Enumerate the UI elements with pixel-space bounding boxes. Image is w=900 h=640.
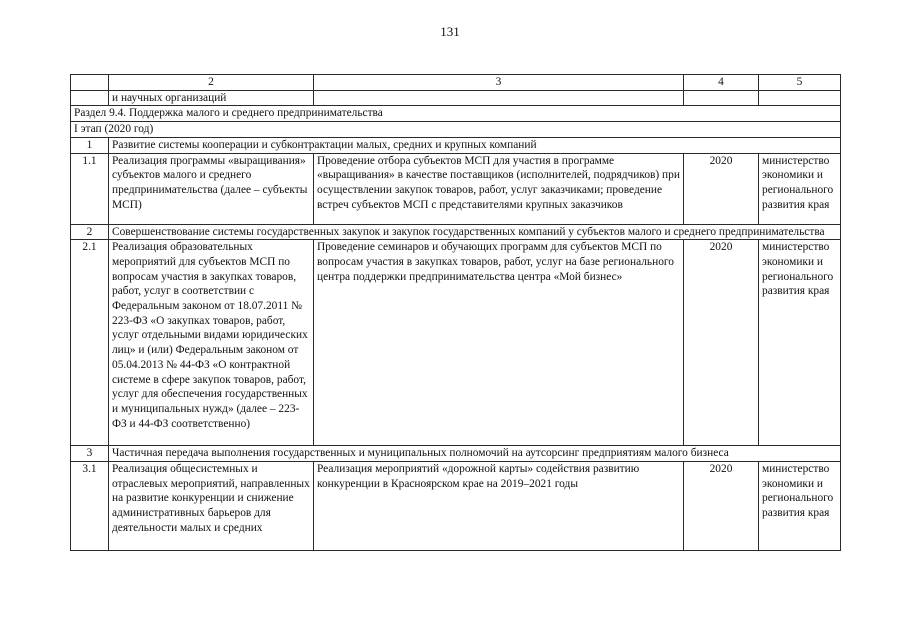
item-number: 1.1	[71, 153, 109, 224]
stage-row	[71, 122, 841, 138]
header-cell-1	[71, 75, 109, 91]
item-responsible: министерство экономики и регионального развития края	[759, 461, 841, 550]
table-row	[71, 461, 841, 550]
table-header-row	[71, 75, 841, 91]
item-name: Реализация образовательных мероприятий для субъектов МСП по вопросам участия в закупках товаров, работ, услуг в соответствии с Федеральным законом от 18.07.2011 № 223-ФЗ «О закупках товаров, работ, услуг отдельными видами юридических лиц» и (или) Федеральным законом от 05.04.2013 № 44-ФЗ «О контрактной системе в сфере закупок товаров, работ, услуг для обеспечения государственных и муниципальных нужд» (далее – 223-ФЗ и 44-ФЗ соответственно)	[109, 240, 314, 446]
header-cell-2: 2	[109, 75, 314, 91]
table-row	[71, 240, 841, 446]
group-title: Развитие системы кооперации и субконтрактации малых, средних и крупных компаний	[109, 137, 841, 153]
group-row	[71, 137, 841, 153]
group-number: 2	[71, 224, 109, 240]
item-description: Проведение семинаров и обучающих программ для субъектов МСП по вопросам участия в закупках товаров, работ, услуг на базе регионального центра поддержки предпринимательства центра «Мой бизнес»	[314, 240, 684, 446]
item-description: Проведение отбора субъектов МСП для участия в программе «выращивания» в качестве поставщиков (исполнителей, подрядчиков) при осуществлении закупок товаров, работ, услуг заказчиками; проведение встреч субъектов МСП с представителями крупных заказчиков	[314, 153, 684, 224]
group-row	[71, 446, 841, 462]
section-row	[71, 106, 841, 122]
group-title: Частичная передача выполнения государственных и муниципальных полномочий на аутсорсинг предприятиям малого бизнеса	[109, 446, 841, 462]
item-number: 3.1	[71, 461, 109, 550]
header-cell-5: 5	[759, 75, 841, 91]
item-year: 2020	[684, 153, 759, 224]
group-number: 3	[71, 446, 109, 462]
measures-table	[70, 74, 841, 551]
page-number: 131	[440, 24, 460, 39]
item-year: 2020	[684, 461, 759, 550]
group-number: 1	[71, 137, 109, 153]
section-title: Раздел 9.4. Поддержка малого и среднего предпринимательства	[71, 106, 841, 122]
item-name: Реализация программы «выращивания» субъектов малого и среднего предпринимательства (далее – субъекты МСП)	[109, 153, 314, 224]
item-year: 2020	[684, 240, 759, 446]
continuation-text: и научных организаций	[109, 90, 314, 106]
stage-title: I этап (2020 год)	[71, 122, 841, 138]
continuation-row	[71, 90, 841, 106]
table-row	[71, 153, 841, 224]
item-responsible: министерство экономики и регионального развития края	[759, 240, 841, 446]
item-description: Реализация мероприятий «дорожной карты» содействия развитию конкуренции в Красноярском крае на 2019–2021 годы	[314, 461, 684, 550]
item-responsible: министерство экономики и регионального развития края	[759, 153, 841, 224]
group-title: Совершенствование системы государственных закупок и закупок государственных компаний у субъектов малого и среднего предпринимательства	[109, 224, 841, 240]
header-cell-4: 4	[684, 75, 759, 91]
item-number: 2.1	[71, 240, 109, 446]
group-row	[71, 224, 841, 240]
item-name: Реализация общесистемных и отраслевых мероприятий, направленных на развитие конкуренции и снижение административных барьеров для деятельности малых и средних	[109, 461, 314, 550]
header-cell-3: 3	[314, 75, 684, 91]
